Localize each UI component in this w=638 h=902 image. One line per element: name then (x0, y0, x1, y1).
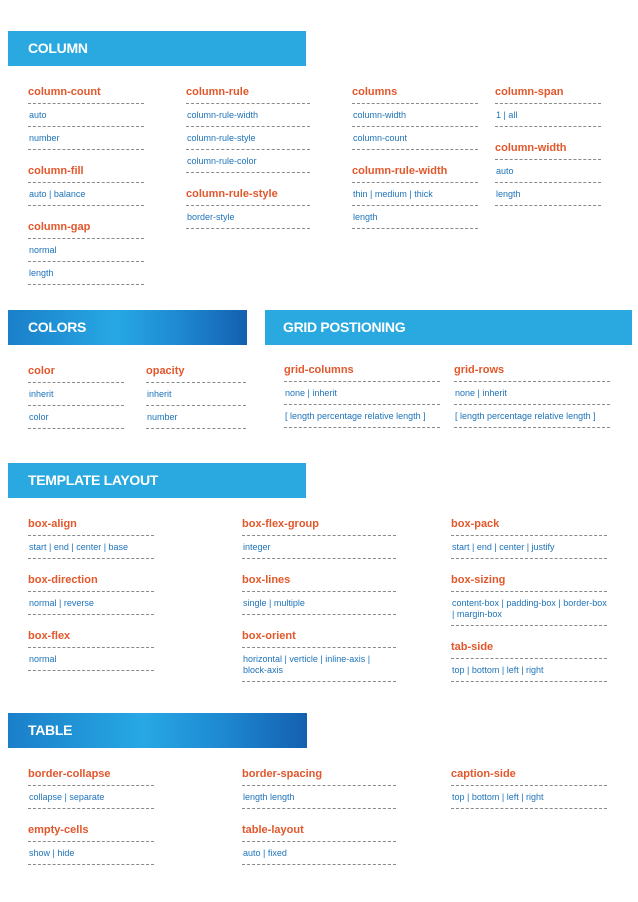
property-group-border-collapse (28, 763, 154, 809)
column-col-3 (352, 81, 478, 229)
property-value: length (352, 206, 478, 229)
property-value: auto (495, 160, 601, 183)
property-group-color (28, 360, 124, 429)
property-value: [ length percentage relative length ] (284, 405, 440, 428)
property-name: column-rule-width (352, 160, 478, 183)
property-value: single | multiple (242, 592, 396, 615)
property-group-border-spacing (242, 763, 396, 809)
property-name: column-rule (186, 81, 310, 104)
property-value: content-box | padding-box | border-box | margin-box (451, 592, 607, 626)
property-name: box-pack (451, 513, 607, 536)
property-value: auto (28, 104, 144, 127)
property-value: start | end | center | justify (451, 536, 607, 559)
property-name: column-span (495, 81, 601, 104)
colors-col-2 (146, 360, 246, 429)
table-col-2 (242, 763, 396, 865)
property-group-box-direction (28, 569, 154, 615)
section-banner-grid-positioning: GRID POSTIONING (265, 310, 632, 345)
property-name: column-fill (28, 160, 144, 183)
property-group-column-rule-width (352, 160, 478, 229)
colors-col-1 (28, 360, 124, 429)
property-group-box-lines (242, 569, 396, 615)
property-group-tab-side (451, 636, 607, 682)
property-group-opacity (146, 360, 246, 429)
property-group-columns (352, 81, 478, 150)
property-value: top | bottom | left | right (451, 786, 607, 809)
property-name: grid-columns (284, 359, 440, 382)
property-group-column-count (28, 81, 144, 150)
property-group-grid-rows (454, 359, 610, 428)
property-value: 1 | all (495, 104, 601, 127)
property-value: collapse | separate (28, 786, 154, 809)
property-value: column-width (352, 104, 478, 127)
property-value: column-rule-style (186, 127, 310, 150)
property-value: top | bottom | left | right (451, 659, 607, 682)
property-value: normal (28, 648, 154, 671)
section-banner-colors: COLORS (8, 310, 247, 345)
column-col-1 (28, 81, 144, 285)
property-name: column-gap (28, 216, 144, 239)
property-group-column-fill (28, 160, 144, 206)
property-group-box-sizing (451, 569, 607, 626)
property-value: [ length percentage relative length ] (454, 405, 610, 428)
property-value: number (28, 127, 144, 150)
property-group-column-rule-style (186, 183, 310, 229)
property-value: color (28, 406, 124, 429)
property-value: normal (28, 239, 144, 262)
grid-col-2 (454, 359, 610, 428)
property-group-box-orient (242, 625, 396, 682)
property-name: box-direction (28, 569, 154, 592)
property-name: caption-side (451, 763, 607, 786)
property-value: inherit (28, 383, 124, 406)
property-value: show | hide (28, 842, 154, 865)
property-value: auto | balance (28, 183, 144, 206)
property-name: column-rule-style (186, 183, 310, 206)
template-col-2 (242, 513, 396, 682)
property-group-empty-cells (28, 819, 154, 865)
property-name: box-sizing (451, 569, 607, 592)
property-value: integer (242, 536, 396, 559)
property-group-column-width (495, 137, 601, 206)
property-name: color (28, 360, 124, 383)
property-value: column-count (352, 127, 478, 150)
grid-col-1 (284, 359, 440, 428)
property-name: box-orient (242, 625, 396, 648)
property-name: border-spacing (242, 763, 396, 786)
property-group-column-span (495, 81, 601, 127)
property-value: none | inherit (454, 382, 610, 405)
property-value: thin | medium | thick (352, 183, 478, 206)
property-name: box-lines (242, 569, 396, 592)
property-name: table-layout (242, 819, 396, 842)
table-col-1 (28, 763, 154, 865)
section-banner-column: COLUMN (8, 31, 306, 66)
property-name: grid-rows (454, 359, 610, 382)
template-col-3 (451, 513, 607, 682)
property-group-column-gap (28, 216, 144, 285)
property-value: start | end | center | base (28, 536, 154, 559)
property-group-box-align (28, 513, 154, 559)
property-name: box-flex-group (242, 513, 396, 536)
property-value: horizontal | verticle | inline-axis | block-axis (242, 648, 396, 682)
property-value: column-rule-width (186, 104, 310, 127)
property-name: columns (352, 81, 478, 104)
property-group-table-layout (242, 819, 396, 865)
property-group-column-rule (186, 81, 310, 173)
table-col-3 (451, 763, 607, 809)
property-name: border-collapse (28, 763, 154, 786)
property-name: column-width (495, 137, 601, 160)
template-col-1 (28, 513, 154, 671)
property-name: column-count (28, 81, 144, 104)
section-banner-template-layout: TEMPLATE LAYOUT (8, 463, 306, 498)
property-value: number (146, 406, 246, 429)
section-banner-table: TABLE (8, 713, 307, 748)
property-value: normal | reverse (28, 592, 154, 615)
property-value: length (28, 262, 144, 285)
column-col-2 (186, 81, 310, 229)
property-value: length length (242, 786, 396, 809)
property-value: length (495, 183, 601, 206)
property-name: empty-cells (28, 819, 154, 842)
property-group-caption-side (451, 763, 607, 809)
property-group-box-flex-group (242, 513, 396, 559)
property-value: border-style (186, 206, 310, 229)
property-group-grid-columns (284, 359, 440, 428)
property-name: box-align (28, 513, 154, 536)
property-name: tab-side (451, 636, 607, 659)
column-col-4 (495, 81, 601, 206)
property-value: auto | fixed (242, 842, 396, 865)
property-value: inherit (146, 383, 246, 406)
property-value: none | inherit (284, 382, 440, 405)
property-name: box-flex (28, 625, 154, 648)
property-group-box-flex (28, 625, 154, 671)
property-group-box-pack (451, 513, 607, 559)
property-name: opacity (146, 360, 246, 383)
property-value: column-rule-color (186, 150, 310, 173)
